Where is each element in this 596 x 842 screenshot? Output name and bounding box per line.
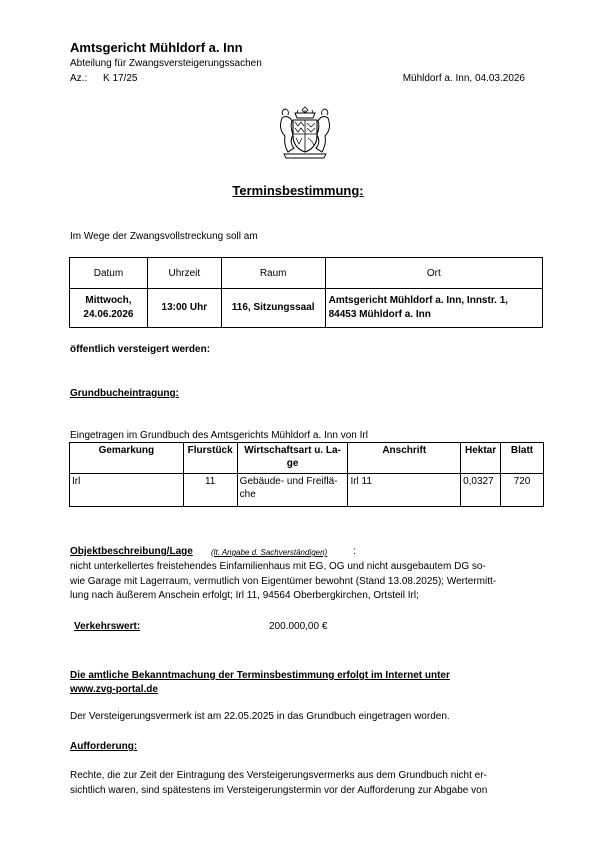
header-uhrzeit: Uhrzeit — [147, 258, 221, 289]
date-weekday: Mittwoch, — [85, 295, 132, 306]
header-anschrift: Anschrift — [348, 443, 461, 474]
aufforderung-line-2: sichtlich waren, sind spätestens im Versteigerungstermin vor der Aufforderung zur Abgabe von — [70, 785, 488, 796]
appointment-time: 13:00 Uhr — [147, 289, 221, 328]
appointment-header-row — [70, 258, 543, 289]
header-datum: Datum — [70, 258, 148, 289]
verkehrswert-value: 200.000,00 € — [269, 621, 328, 632]
grundbuch-header-row — [70, 443, 544, 474]
header-flurstueck: Flurstück — [183, 443, 237, 474]
publication-notice — [70, 669, 540, 697]
objekt-colon: : — [353, 546, 356, 557]
cell-wirtschaftsart-2: che — [239, 489, 256, 500]
header-wirtschaftsart — [237, 443, 348, 474]
cell-wirtschaftsart-1: Gebäude- und Freiflä- — [239, 476, 338, 487]
case-number: K 17/25 — [103, 73, 138, 84]
court-name: Amtsgericht Mühldorf a. Inn — [70, 40, 243, 55]
objekt-description — [70, 560, 528, 604]
place-date: Mühldorf a. Inn, 04.03.2026 — [402, 73, 525, 84]
grundbuch-intro: Eingetragen im Grundbuch des Amtsgerichts Mühldorf a. Inn von Irl — [70, 430, 368, 441]
cell-anschrift: Irl 11 — [348, 474, 461, 507]
place-line-1: Amtsgericht Mühldorf a. Inn, Innstr. 1, — [328, 295, 509, 306]
sold-statement: öffentlich versteigert werden: — [70, 344, 211, 355]
objekt-heading: Objektbeschreibung/Lage — [70, 546, 193, 557]
date-value: 24.06.2026 — [83, 309, 134, 320]
table-row — [70, 474, 544, 507]
appointment-room: 116, Sitzungssaal — [221, 289, 325, 328]
header-gemarkung: Gemarkung — [70, 443, 184, 474]
publication-link[interactable]: www.zvg-portal.de — [70, 684, 158, 695]
header-wirtschaftsart-2: ge — [286, 458, 299, 469]
cell-flurstueck: 11 — [183, 474, 237, 507]
appointment-table — [69, 257, 543, 328]
intro-text: Im Wege der Zwangsvollstreckung soll am — [70, 231, 258, 242]
appointment-value-row — [70, 289, 543, 328]
coat-of-arms-icon — [276, 104, 334, 162]
objekt-note: (lt. Angabe d. Sachverständigen) — [211, 548, 328, 557]
header-blatt: Blatt — [501, 443, 544, 474]
appointment-date — [70, 289, 148, 328]
objekt-line-1: nicht unterkellertes freistehendes Einfamilienhaus mit EG, OG und nicht ausgebautem DG so- — [70, 561, 486, 572]
header-raum: Raum — [221, 258, 325, 289]
objekt-line-2: wie Garage mit Lagerraum, vermutlich von Eigentümer bewohnt (Stand 13.08.2025); Wertermitt- — [70, 575, 497, 587]
appointment-place — [325, 289, 542, 328]
objekt-line-3: lung nach äußerem Anschein erfolgt; Irl 11, 94564 Oberbergkirchen, Ortsteil Irl; — [70, 590, 419, 601]
grundbuch-heading: Grundbucheintragung: — [70, 388, 179, 399]
cell-wirtschaftsart — [237, 474, 348, 507]
aufforderung-heading: Aufforderung: — [70, 741, 138, 752]
az-label: Az.: — [70, 73, 88, 84]
cell-hektar: 0,0327 — [461, 474, 501, 507]
header-hektar: Hektar — [461, 443, 501, 474]
grundbuch-table — [69, 442, 544, 507]
aufforderung-text — [70, 768, 530, 798]
publication-line-1: Die amtliche Bekanntmachung der Terminsbestimmung erfolgt im Internet unter — [70, 670, 450, 681]
cell-gemarkung: Irl — [70, 474, 184, 507]
header-wirtschaftsart-1: Wirtschaftsart u. La- — [244, 445, 341, 456]
aufforderung-line-1: Rechte, die zur Zeit der Eintragung des Versteigerungsvermerks aus dem Grundbuch nicht er- — [70, 770, 487, 781]
cell-blatt: 720 — [501, 474, 544, 507]
vermerk-text: Der Versteigerungsvermerk ist am 22.05.2025 in das Grundbuch eingetragen worden. — [70, 711, 450, 722]
header-ort: Ort — [325, 258, 542, 289]
place-line-2: 84453 Mühldorf a. Inn — [328, 309, 431, 320]
verkehrswert-label: Verkehrswert: — [74, 621, 141, 632]
document-title: Terminsbestimmung: — [232, 183, 364, 198]
department: Abteilung für Zwangsversteigerungssachen — [70, 58, 262, 69]
